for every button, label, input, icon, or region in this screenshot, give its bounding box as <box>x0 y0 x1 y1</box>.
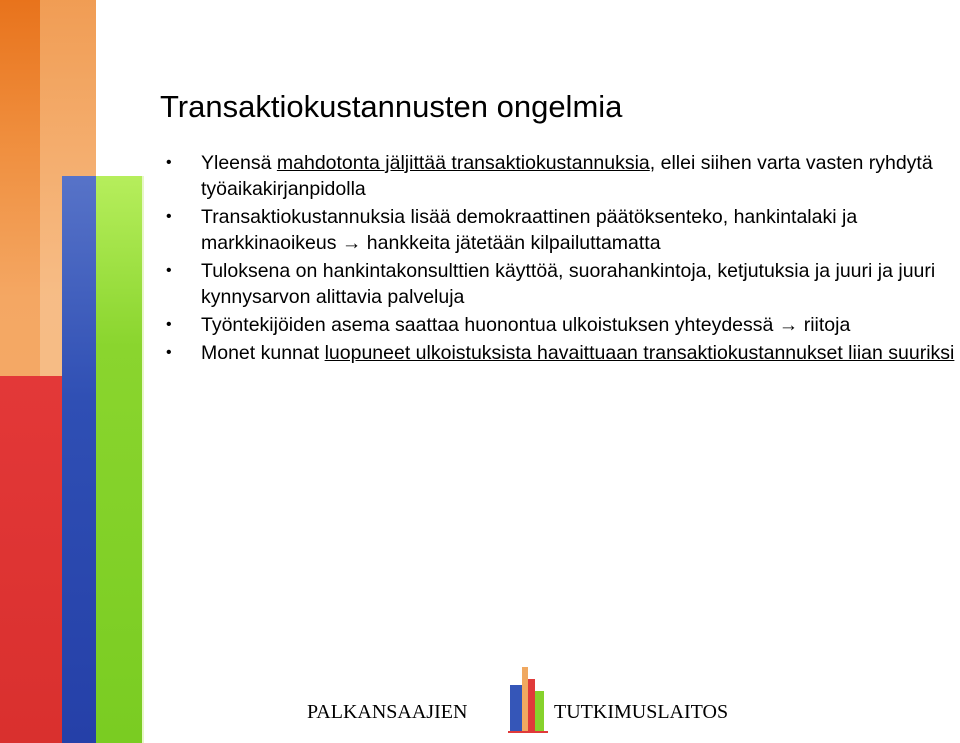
bullet-text-segment: Työntekijöiden asema saattaa huonontua ulkoistuksen yhteydessä → riitoja <box>201 314 851 336</box>
bullet-text-segment: , ellei siihen varta vasten ryhdytä työaikakirjanpidolla <box>201 152 933 200</box>
bullet-list <box>166 150 956 368</box>
bullet-text-segment: mahdotonta jäljittää transaktiokustannuksia <box>276 152 650 174</box>
slide-title: Transaktiokustannusten ongelmia <box>160 89 623 124</box>
bullet-item <box>166 204 956 256</box>
bullet-item <box>166 312 956 338</box>
bullet-text-segment: Tuloksena on hankintakonsulttien käyttöä, suorahankintoja, ketjutuksia ja juuri ja juuri kynnysarvon alittavia palveluja <box>201 260 936 308</box>
footer-institute-name-left: PALKANSAAJIEN <box>307 701 468 723</box>
decor-band-red <box>0 376 62 743</box>
bullet-item <box>166 258 956 310</box>
bullet-text-segment: luopuneet ulkoistuksista havaittuaan transaktiokustannukset liian suuriksi <box>324 342 955 364</box>
bullet-text-segment: Monet kunnat <box>201 342 325 364</box>
decor-edge-line <box>142 176 144 743</box>
bullet-text-segment: Transaktiokustannuksia lisää demokraattinen päätöksenteko, hankintalaki ja markkinaoikeus → hankkeita jätetään kilpailuttamatta <box>201 206 858 254</box>
bullet-text-segment: Yleensä <box>201 152 277 174</box>
bullet-item <box>166 340 956 366</box>
decor-band-green <box>96 176 142 743</box>
decor-band-blue <box>62 176 96 743</box>
bullet-item <box>166 150 956 202</box>
institute-logo-icon <box>508 667 548 733</box>
footer-institute-name-right: TUTKIMUSLAITOS <box>554 701 729 723</box>
